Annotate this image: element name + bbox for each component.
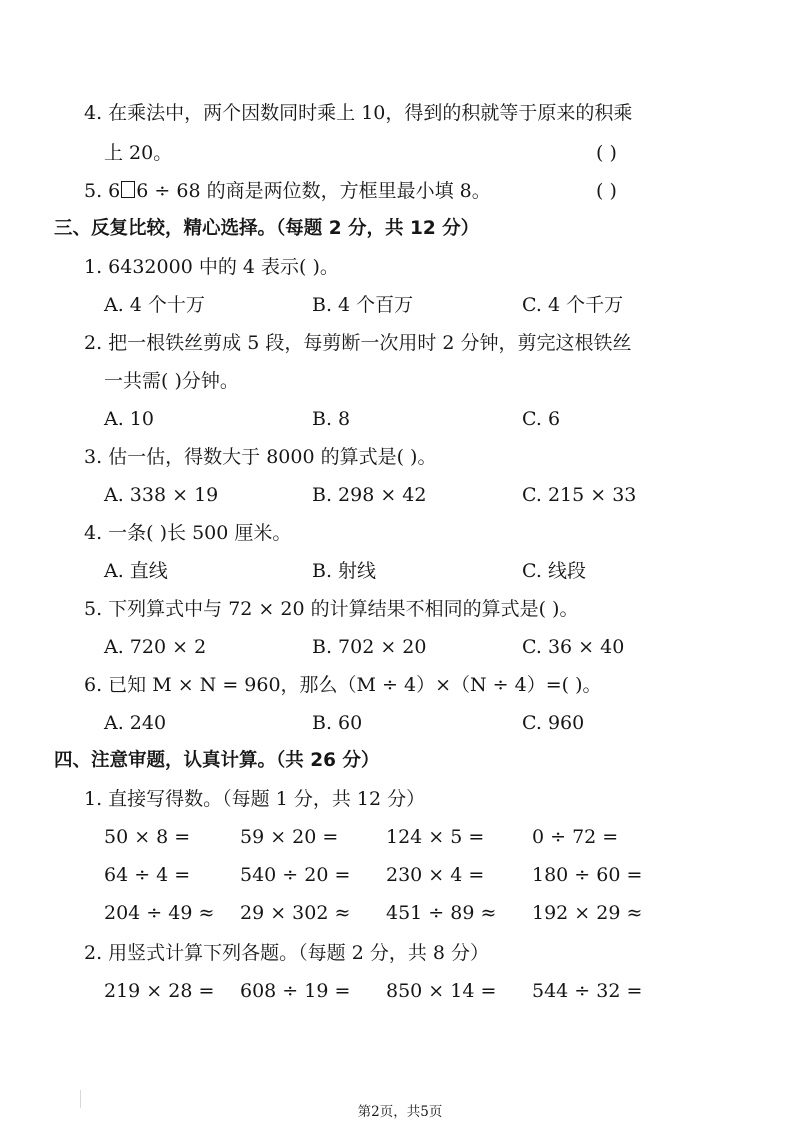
blank-box-icon[interactable] <box>121 181 135 198</box>
calc-item[interactable]: 59 × 20 = <box>240 826 339 848</box>
section-4-heading: 四、注意审题，认真计算。（共 26 分） <box>54 750 380 771</box>
judge-q5-prefix: 5. 6 <box>84 180 121 202</box>
choice-q6-option-a[interactable]: A. 240 <box>104 712 167 734</box>
calc-item[interactable]: 540 ÷ 20 = <box>240 864 351 886</box>
choice-q3-option-c[interactable]: C. 215 × 33 <box>522 484 637 506</box>
vertical-calc-item[interactable]: 219 × 28 = <box>104 980 215 1002</box>
vertical-calc-item[interactable]: 608 ÷ 19 = <box>240 980 351 1002</box>
choice-q4-text: 4. 一条( )长 500 厘米。 <box>84 522 292 544</box>
calc-item[interactable]: 64 ÷ 4 = <box>104 864 191 886</box>
calc-sub2-heading: 2. 用竖式计算下列各题。（每题 2 分，共 8 分） <box>84 942 490 964</box>
section-3-heading: 三、反复比较，精心选择。（每题 2 分，共 12 分） <box>54 218 480 239</box>
choice-q5-option-a[interactable]: A. 720 × 2 <box>104 636 207 658</box>
judge-q5-answer-paren[interactable]: ( ) <box>596 180 617 202</box>
choice-q4-option-a[interactable]: A. 直线 <box>104 560 168 582</box>
choice-q5-option-c[interactable]: C. 36 × 40 <box>522 636 625 658</box>
choice-q5-option-b[interactable]: B. 702 × 20 <box>312 636 427 658</box>
choice-q5-text: 5. 下列算式中与 72 × 20 的计算结果不相同的算式是( )。 <box>84 598 579 620</box>
choice-q2-option-b[interactable]: B. 8 <box>312 408 351 430</box>
calc-item[interactable]: 192 × 29 ≈ <box>532 902 643 924</box>
choice-q4-option-b[interactable]: B. 射线 <box>312 560 377 582</box>
judge-q4-answer-paren[interactable]: ( ) <box>596 142 617 164</box>
choice-q6-option-b[interactable]: B. 60 <box>312 712 363 734</box>
vertical-calc-item[interactable]: 850 × 14 = <box>386 980 497 1002</box>
choice-q2-option-c[interactable]: C. 6 <box>522 408 561 430</box>
calc-item[interactable]: 230 × 4 = <box>386 864 485 886</box>
choice-q4-option-c[interactable]: C. 线段 <box>522 560 586 582</box>
choice-q2-line1: 2. 把一根铁丝剪成 5 段，每剪断一次用时 2 分钟，剪完这根铁丝 <box>84 332 632 354</box>
judge-q5 <box>84 178 491 204</box>
calc-item[interactable]: 124 × 5 = <box>386 826 485 848</box>
calc-sub1-heading: 1. 直接写得数。（每题 1 分，共 12 分） <box>84 788 426 810</box>
vertical-calc-item[interactable]: 544 ÷ 32 = <box>532 980 643 1002</box>
choice-q1-option-c[interactable]: C. 4 个千万 <box>522 294 624 316</box>
judge-q4-line2: 上 20。 <box>104 142 173 164</box>
choice-q1-option-a[interactable]: A. 4 个十万 <box>104 294 205 316</box>
calc-item[interactable]: 180 ÷ 60 = <box>532 864 643 886</box>
choice-q1-text: 1. 6432000 中的 4 表示( )。 <box>84 256 339 278</box>
choice-q3-text: 3. 估一估，得数大于 8000 的算式是( )。 <box>84 446 437 468</box>
calc-item[interactable]: 50 × 8 = <box>104 826 191 848</box>
calc-item[interactable]: 451 ÷ 89 ≈ <box>386 902 497 924</box>
judge-q4-line1: 4. 在乘法中，两个因数同时乘上 10，得到的积就等于原来的积乘 <box>84 102 633 124</box>
calc-item[interactable]: 204 ÷ 49 ≈ <box>104 902 215 924</box>
choice-q3-option-b[interactable]: B. 298 × 42 <box>312 484 427 506</box>
calc-item[interactable]: 29 × 302 ≈ <box>240 902 351 924</box>
choice-q3-option-a[interactable]: A. 338 × 19 <box>104 484 219 506</box>
choice-q2-option-a[interactable]: A. 10 <box>104 408 154 430</box>
page-footer: 第2页，共5页 <box>357 1104 443 1120</box>
judge-q5-suffix: 6 ÷ 68 的商是两位数，方框里最小填 8。 <box>136 180 491 202</box>
choice-q1-option-b[interactable]: B. 4 个百万 <box>312 294 414 316</box>
choice-q6-option-c[interactable]: C. 960 <box>522 712 585 734</box>
choice-q2-line2: 一共需( )分钟。 <box>104 370 239 392</box>
calc-item[interactable]: 0 ÷ 72 = <box>532 826 619 848</box>
choice-q6-text: 6. 已知 M × N = 960，那么（M ÷ 4）×（N ÷ 4）=( )。 <box>84 674 602 696</box>
